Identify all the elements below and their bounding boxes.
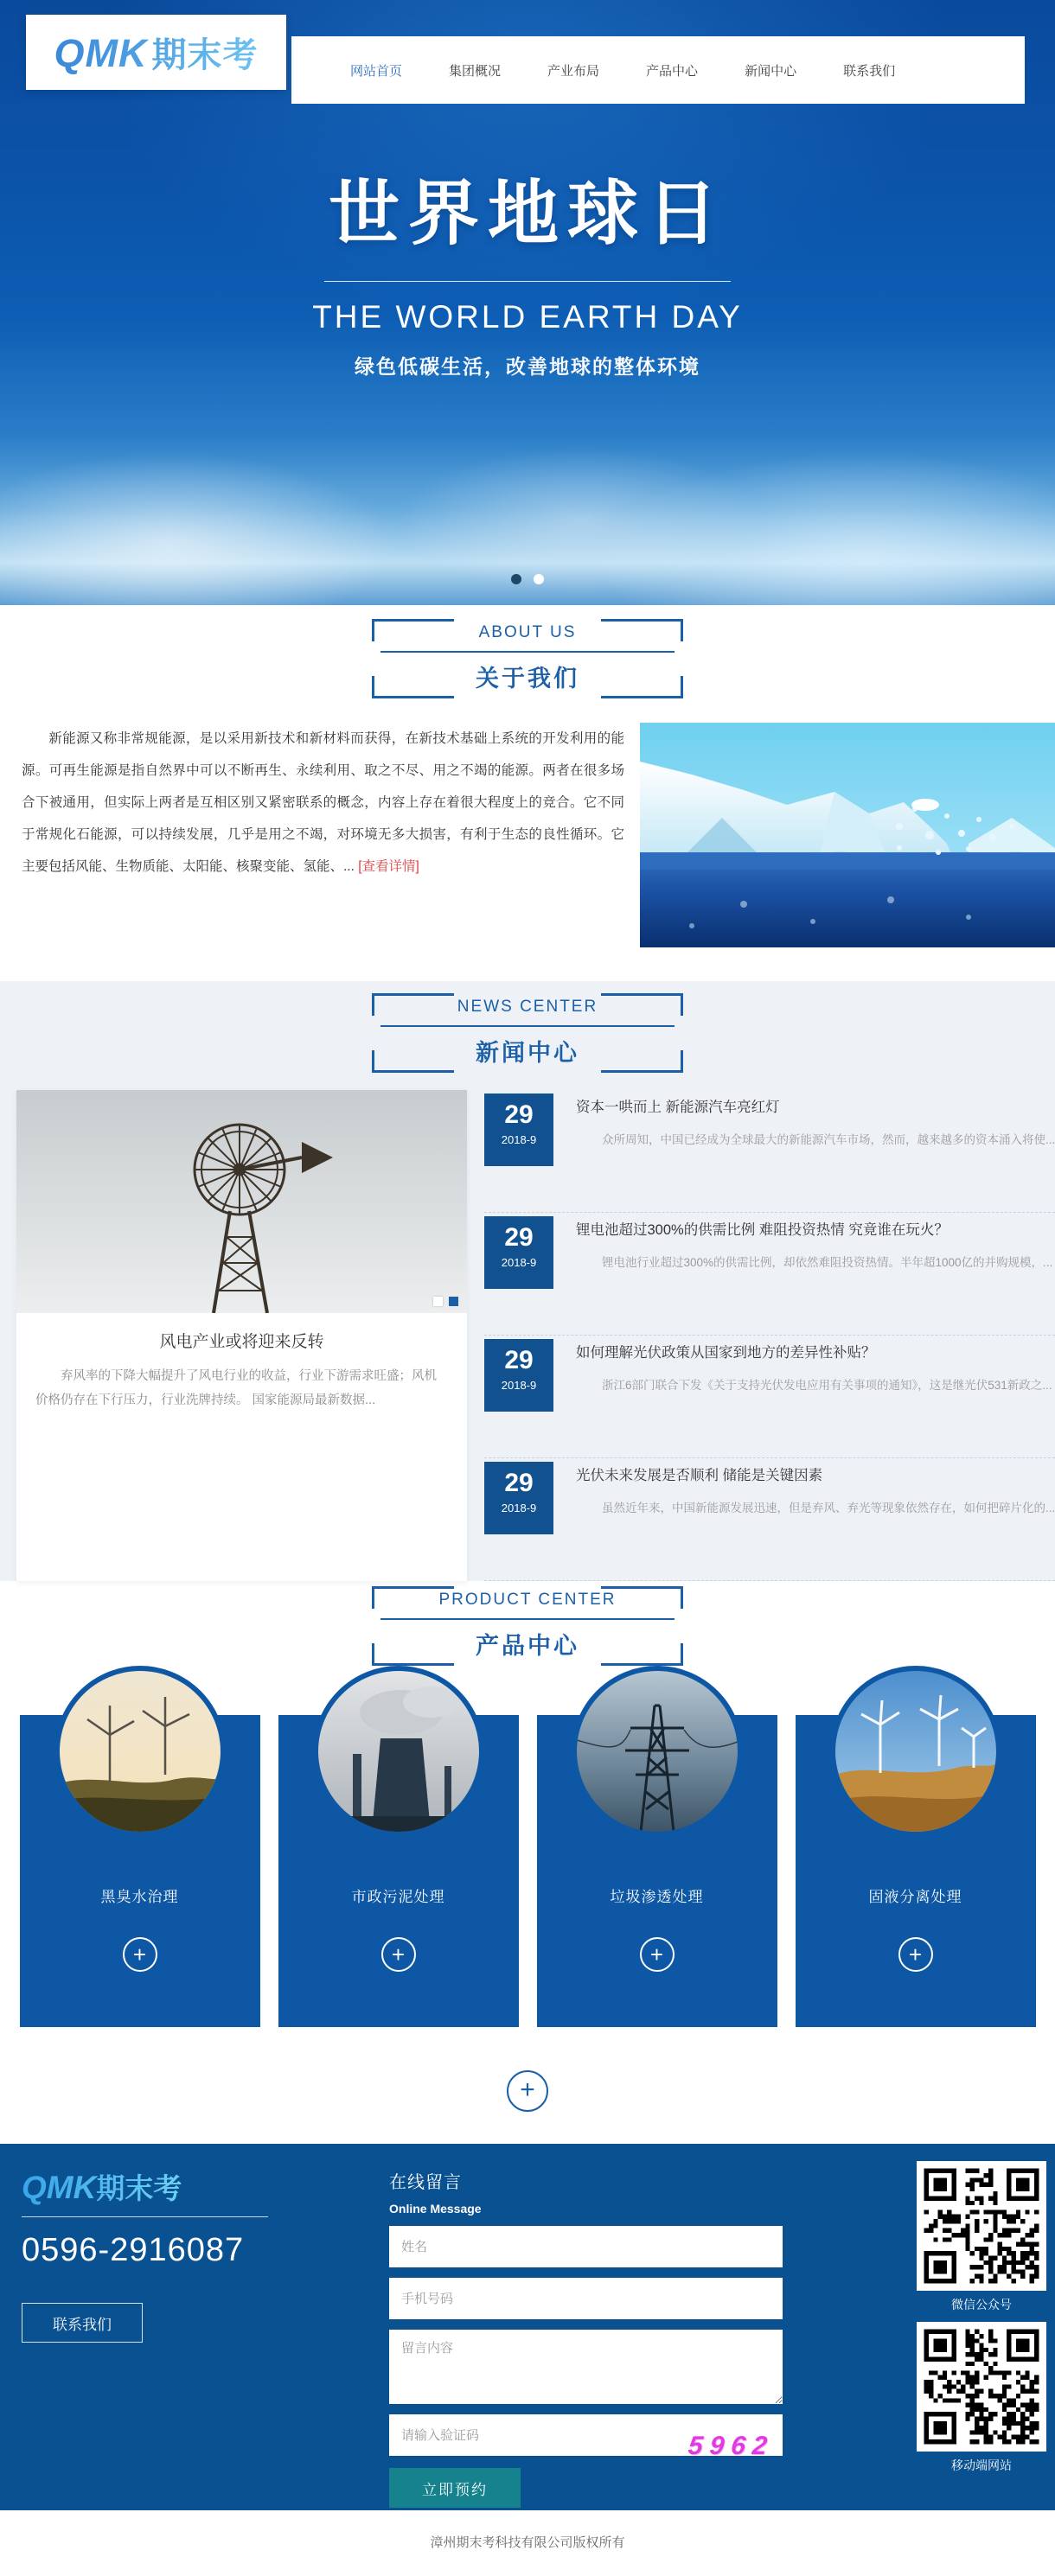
product-card[interactable] [537,1666,777,2027]
bracket-decoration [372,1643,454,1666]
nav-item-contact[interactable]: 联系我们 [843,63,896,79]
plus-icon[interactable]: + [381,1937,416,1972]
copyright-bar [0,2510,1055,2576]
section-title-cn: 新闻中心 [476,1040,579,1066]
footer [0,2144,1055,2510]
product-photo [830,1666,1001,1837]
view-detail-link[interactable]: [查看详情] [358,859,419,874]
about-paragraph [0,723,640,883]
date-month: 2018-9 [501,1256,537,1269]
about-section [0,605,1055,981]
date-badge [484,1216,553,1289]
about-paragraph-text: 新能源又称非常规能源，是以采用新技术和新材料而获得，在新技术基础上系统的开发利用的能源。可再生能源是指自然界中可以不断再生、永续利用、取之不尽、用之不竭的能源。两者在很多场合下被通用，但实际上两者是互相区别又紧密联系的概念，内容上存在着很大程度上的竞合。它不同于常规化石能源，可以持续发展，几乎是用之不竭，对环境无多大损害，有利于生态的良性循环。它主要包括风能、生物质能、太阳能、核聚变能、氢能、... [22,731,624,874]
product-photo [54,1666,226,1837]
news-title[interactable]: 光伏未来发展是否顺利 储能是关键因素 [576,1468,823,1483]
product-card[interactable] [20,1666,260,2027]
qr-label: 移动端网站 [951,2458,1012,2472]
product-title: 垃圾渗透处理 [610,1889,704,1905]
message-textarea[interactable] [389,2330,783,2404]
plus-icon[interactable]: + [123,1937,157,1972]
news-list-item[interactable] [484,1336,1055,1458]
logo-text [54,28,259,77]
news-list-item[interactable] [484,1090,1055,1213]
bracket-decoration [601,1586,683,1609]
news-feature-image [16,1090,467,1313]
bracket-decoration [601,676,683,698]
site-logo[interactable] [26,15,286,90]
iceberg-illustration [640,723,1055,947]
section-title-cn: 产品中心 [476,1633,579,1659]
logo-cn: 期末考 [96,2172,182,2204]
plus-icon[interactable]: + [640,1937,675,1972]
news-list-item[interactable] [484,1458,1055,1581]
products-section-header [372,1586,683,1666]
hero-divider [324,281,731,282]
product-title: 市政污泥处理 [351,1889,445,1905]
message-title-en: Online Message [389,2202,482,2216]
captcha-row [389,2414,783,2460]
bracket-decoration [601,993,683,1016]
section-title-en: ABOUT US [478,623,577,641]
product-title: 固液分离处理 [868,1889,962,1905]
qr-column [917,2161,1046,2483]
news-summary: 虽然近年来，中国新能源发展迅速，但是弃风、弃光等现象依然存在，如何把碎片化的... [602,1502,1055,1514]
date-badge [484,1094,553,1166]
feature-news-summary: 弃风率的下降大幅提升了风电行业的收益，行业下游需求旺盛；风机价格仍存在下行压力，行业洗牌持续。 国家能源局最新数据... [35,1369,437,1407]
desert-turbines-illustration [835,1671,996,1832]
section-title-cn: 关于我们 [476,666,579,692]
nav-item-industry[interactable]: 产业布局 [547,63,600,79]
date-month: 2018-9 [501,1133,537,1146]
qr-label: 微信公众号 [951,2298,1012,2311]
windmill-illustration [16,1090,467,1313]
product-card[interactable] [796,1666,1036,2027]
logo-cn: 期末考 [151,36,259,74]
news-list-item[interactable] [484,1213,1055,1336]
bracket-decoration [372,676,454,698]
main-nav [291,36,1025,104]
nav-item-home[interactable]: 网站首页 [350,63,403,79]
section-divider [380,1618,675,1620]
news-summary: 众所周知，中国已经成为全球最大的新能源汽车市场，然而，越来越多的资本涌入将使... [602,1133,1055,1146]
news-summary: 锂电池行业超过300%的供需比例，却依然难阻投资热情。半年超1000亿的并购规模，... [602,1256,1053,1269]
captcha-image[interactable]: 5962 [687,2432,776,2460]
mobile-site-qr-code [917,2322,1046,2452]
load-more-button[interactable]: + [507,2070,548,2112]
carousel-dots [511,574,544,584]
pager-square-2[interactable] [449,1297,458,1306]
date-month: 2018-9 [501,1502,537,1514]
logo-en: QMK [54,31,148,75]
news-section [0,981,1055,1581]
news-summary: 浙江6部门联合下发《关于支持光伏发电应用有关事项的通知》，这是继光伏531新政之... [602,1379,1052,1392]
hero-subtitle-en: THE WORLD EARTH DAY [312,299,743,335]
feature-pager [433,1297,458,1306]
date-day: 29 [504,1100,534,1129]
nav-item-news[interactable]: 新闻中心 [745,63,797,79]
hero-copy [0,157,1055,379]
bracket-decoration [601,1050,683,1073]
news-title[interactable]: 锂电池超过300%的供需比例 难阻投资热情 究竟谁在玩火？ [576,1222,949,1238]
footer-phone: 0596-2916087 [22,2232,245,2268]
product-card[interactable] [278,1666,519,2027]
product-photo [572,1666,743,1837]
wechat-qr-code [917,2161,1046,2291]
hero-title: 世界地球日 [328,172,726,255]
carousel-dot-2[interactable] [534,574,544,584]
nav-item-products[interactable]: 产品中心 [646,63,699,79]
cooling-tower-illustration [318,1671,479,1832]
products-section [0,1581,1055,2144]
date-day: 29 [504,1223,534,1252]
section-divider [380,651,675,653]
date-day: 29 [504,1346,534,1374]
footer-divider [22,2216,268,2217]
carousel-dot-1[interactable] [511,574,521,584]
bracket-decoration [372,619,454,641]
news-feature-card[interactable] [16,1090,467,1581]
section-divider [380,1025,675,1027]
bracket-decoration [601,619,683,641]
contact-us-button[interactable]: 联系我们 [22,2303,143,2343]
power-pylon-illustration [577,1671,738,1832]
message-title-cn: 在线留言 [389,2173,462,2192]
phone-input[interactable] [389,2278,783,2319]
date-badge [484,1462,553,1534]
message-form [389,2168,783,2508]
bracket-decoration [372,1586,454,1609]
news-list [484,1090,1055,1581]
copyright-text: 漳州期末考科技有限公司版权所有 [430,2535,625,2550]
about-section-header [372,619,683,698]
section-title-en: NEWS CENTER [457,998,598,1016]
news-title[interactable]: 资本一哄而上 新能源汽车亮红灯 [576,1100,780,1115]
hero-banner [0,0,1055,605]
date-month: 2018-9 [501,1379,537,1392]
about-image [640,723,1055,947]
footer-logo [22,2166,182,2207]
name-input[interactable] [389,2226,783,2267]
product-photo [313,1666,484,1837]
date-badge [484,1339,553,1412]
wind-farm-sunset-illustration [60,1671,221,1832]
logo-en: QMK [22,2170,97,2205]
news-section-header [372,993,683,1073]
plus-icon[interactable]: + [898,1937,933,1972]
date-day: 29 [504,1469,534,1497]
pager-square-1[interactable] [433,1297,443,1306]
bracket-decoration [372,1050,454,1073]
feature-news-title[interactable]: 风电产业或将迎来反转 [159,1333,324,1351]
product-title: 黑臭水治理 [100,1889,179,1905]
hero-subtitle-cn: 绿色低碳生活，改善地球的整体环境 [355,355,700,378]
nav-item-group[interactable]: 集团概况 [449,63,502,79]
news-title[interactable]: 如何理解光伏政策从国家到地方的差异性补贴？ [576,1345,876,1361]
bracket-decoration [601,1643,683,1666]
section-title-en: PRODUCT CENTER [438,1591,617,1609]
submit-button[interactable]: 立即预约 [389,2468,521,2508]
bracket-decoration [372,993,454,1016]
